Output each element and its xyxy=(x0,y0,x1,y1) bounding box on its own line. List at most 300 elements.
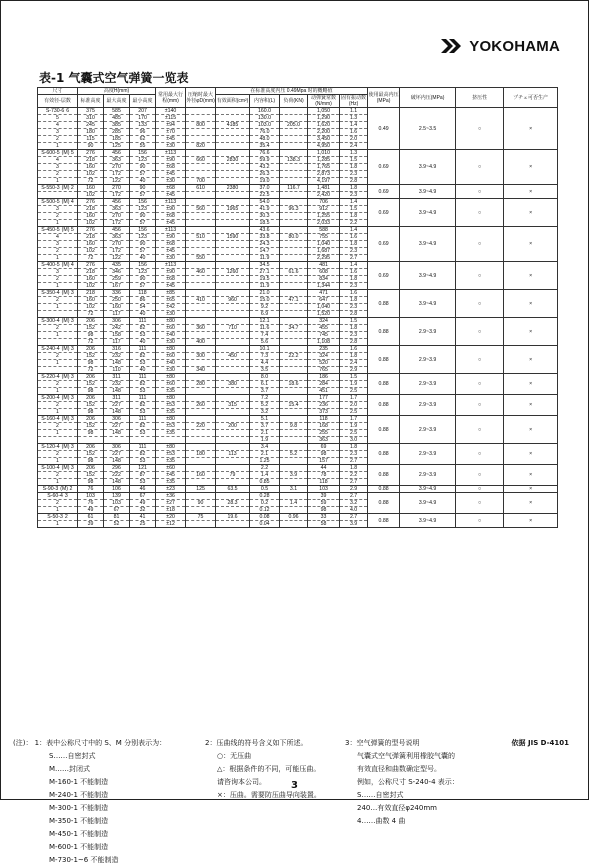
cell-stroke: ±53 xyxy=(156,423,186,430)
cell-max-height: 385 xyxy=(104,122,130,129)
cell-max-dia: 700 xyxy=(186,178,216,185)
cell-stroke: ±85 xyxy=(156,290,186,297)
cell-area xyxy=(216,108,250,115)
cell-std-height: 152 xyxy=(78,402,104,409)
cell-freq: 1.8 xyxy=(340,241,368,248)
hdr-stroke: 常用最大行程(mm) xyxy=(156,88,186,108)
cell-area xyxy=(216,388,250,395)
cell-stroke: ±30 xyxy=(156,178,186,185)
hdr-load: 负荷(KN) xyxy=(280,95,308,108)
cell-max-dia xyxy=(186,276,216,283)
cell-use-pressure: 0.88 xyxy=(368,465,400,486)
cell-spring: 1,040 xyxy=(308,304,340,311)
cell-max-height: 346 xyxy=(104,269,130,276)
cell-max-dia: 90 xyxy=(186,500,216,507)
cell-freq: 2.4 xyxy=(340,143,368,150)
cell-spring: 520 xyxy=(308,360,340,367)
cell-freq: 2.7 xyxy=(340,493,368,500)
cell-spring: 4,950 xyxy=(308,143,340,150)
model-layer: (M) 3 xyxy=(61,395,74,401)
cell-spring: 1,481 xyxy=(308,185,340,192)
cell-burst: 2.9~3.9 xyxy=(400,318,456,346)
cell-min-height: 82 xyxy=(130,451,156,458)
cell-area xyxy=(216,136,250,143)
table-row xyxy=(38,318,558,325)
cell-area: 1965 xyxy=(216,206,250,213)
cell-volume: 0.12 xyxy=(250,507,280,514)
cell-model xyxy=(38,318,78,325)
cell-std-height: 276 xyxy=(78,227,104,234)
cell-use-pressure: 0.88 xyxy=(368,346,400,374)
cell-model: 1 xyxy=(38,388,78,395)
cell-area xyxy=(216,115,250,122)
cell-min-height: 111 xyxy=(130,416,156,423)
model-layer: (M) 2 xyxy=(60,486,73,492)
cell-stroke: ±115 xyxy=(156,115,186,122)
cell-area: 200 xyxy=(216,423,250,430)
cell-model: 1 xyxy=(38,143,78,150)
cell-max-height: 172 xyxy=(104,220,130,227)
cell-model xyxy=(38,150,78,157)
cell-stroke: ±35 xyxy=(156,409,186,416)
cell-min-height: 55 xyxy=(130,143,156,150)
cell-std-height: 98 xyxy=(78,332,104,339)
cell-volume: 2.2 xyxy=(250,465,280,472)
cell-max-height: 296 xyxy=(104,465,130,472)
cell-freq: 2.0 xyxy=(340,402,368,409)
cell-max-dia: 125 xyxy=(186,486,216,493)
cell-std-height: 72 xyxy=(78,367,104,374)
cell-max-height: 227 xyxy=(104,423,130,430)
cell-load xyxy=(280,143,308,150)
note-line: ×：压曲。需要防压曲导向装置。 xyxy=(217,791,321,799)
model-name: S-400-5 xyxy=(41,262,60,268)
table-row xyxy=(38,290,558,297)
cell-model: 1 xyxy=(38,409,78,416)
cell-min-height: 53 xyxy=(130,409,156,416)
cell-area xyxy=(216,220,250,227)
cell-volume: 19.5 xyxy=(250,276,280,283)
cell-load xyxy=(280,262,308,269)
cell-min-height: 156 xyxy=(130,227,156,234)
cell-min-height: 90 xyxy=(130,213,156,220)
cell-durability: ○ xyxy=(456,395,504,416)
cell-max-dia xyxy=(186,374,216,381)
cell-area xyxy=(216,437,250,444)
cell-std-height: 206 xyxy=(78,416,104,423)
cell-min-height: 32 xyxy=(130,507,156,514)
table-row xyxy=(38,374,558,381)
cell-std-height: 72 xyxy=(78,339,104,346)
note-line: 2：压曲线的符号含义如下所述。 xyxy=(205,739,308,747)
cell-spring: 118 xyxy=(308,479,340,486)
cell-area xyxy=(216,430,250,437)
spring-spec-table xyxy=(37,87,558,528)
cell-area xyxy=(216,290,250,297)
cell-max-height: 250 xyxy=(104,297,130,304)
model-layer: (M) 3 xyxy=(61,374,74,380)
cell-max-height: 103 xyxy=(104,500,130,507)
cell-std-height: 72 xyxy=(78,178,104,185)
cell-load: 3.9 xyxy=(280,472,308,479)
cell-model xyxy=(38,374,78,381)
cell-spring: 363 xyxy=(308,437,340,444)
cell-load xyxy=(280,276,308,283)
cell-std-height xyxy=(78,437,104,444)
cell-spring: 157 xyxy=(308,458,340,465)
cell-plug: × xyxy=(504,262,558,290)
model-layer: (M) 2 xyxy=(61,185,74,191)
cell-freq: 1.5 xyxy=(340,374,368,381)
cell-max-height: 270 xyxy=(104,241,130,248)
cell-model xyxy=(38,227,78,234)
cell-area xyxy=(216,458,250,465)
cell-load xyxy=(280,311,308,318)
cell-durability: ○ xyxy=(456,346,504,374)
cell-plug: × xyxy=(504,486,558,493)
cell-spring: 235 xyxy=(308,346,340,353)
cell-model xyxy=(38,437,78,444)
cell-max-dia xyxy=(186,311,216,318)
cell-max-height: 485 xyxy=(104,115,130,122)
cell-max-dia xyxy=(186,318,216,325)
cell-spring: 1,687 xyxy=(308,248,340,255)
note-line: M-450-1 不能制造 xyxy=(49,830,109,838)
cell-durability: ○ xyxy=(456,493,504,514)
cell-area xyxy=(216,311,250,318)
cell-use-pressure: 0.88 xyxy=(368,514,400,528)
cell-max-dia xyxy=(186,395,216,402)
cell-max-dia: 260 xyxy=(186,402,216,409)
cell-min-height: 156 xyxy=(130,262,156,269)
cell-plug: × xyxy=(504,493,558,514)
cell-model xyxy=(38,367,78,374)
note-line: 4……曲数 4 曲 xyxy=(357,817,406,825)
cell-std-height: 152 xyxy=(78,353,104,360)
cell-min-height: 53 xyxy=(130,360,156,367)
cell-area xyxy=(216,416,250,423)
cell-model: 2 xyxy=(38,451,78,458)
cell-volume: 10.1 xyxy=(250,346,280,353)
model-layer: 3 xyxy=(64,493,68,499)
model-name: S-240-4 xyxy=(41,346,60,352)
cell-min-height: 46 xyxy=(130,486,156,493)
cell-model: 5 xyxy=(38,115,78,122)
hdr-min-height: 最小高度 xyxy=(130,95,156,108)
cell-max-height: 185 xyxy=(104,136,130,143)
cell-max-height: 259 xyxy=(104,276,130,283)
cell-stroke: ±30 xyxy=(156,143,186,150)
cell-freq: 1.8 xyxy=(340,444,368,451)
cell-load: 34.7 xyxy=(280,325,308,332)
cell-spring: 33 xyxy=(308,514,340,521)
cell-volume: 160.0 xyxy=(250,108,280,115)
cell-spring: 765 xyxy=(308,367,340,374)
table-row xyxy=(38,416,558,423)
cell-volume: 5.1 xyxy=(250,416,280,423)
cell-stroke: ±45 xyxy=(156,192,186,199)
cell-area xyxy=(216,409,250,416)
cell-area: 113 xyxy=(216,451,250,458)
cell-max-dia xyxy=(186,283,216,290)
cell-std-height: 98 xyxy=(78,430,104,437)
cell-area: 1590 xyxy=(216,234,250,241)
cell-stroke: ±35 xyxy=(156,430,186,437)
cell-std-height: 103 xyxy=(78,493,104,500)
cell-max-dia xyxy=(186,360,216,367)
note-line: M-350-1 不能制造 xyxy=(49,817,109,825)
hdr-durability: 挤压性 xyxy=(456,88,504,108)
cell-freq: 1.3 xyxy=(340,115,368,122)
note-line: 3：空气弹簧的型号说明 xyxy=(345,739,420,747)
cell-spring: 3,450 xyxy=(308,136,340,143)
cell-stroke: ±113 xyxy=(156,227,186,234)
cell-max-dia xyxy=(186,129,216,136)
cell-volume: 37.0 xyxy=(250,185,280,192)
cell-std-height: 160 xyxy=(78,213,104,220)
cell-max-dia xyxy=(186,479,216,486)
cell-std-height: 49 xyxy=(78,507,104,514)
cell-spring: 284 xyxy=(308,381,340,388)
cell-max-dia: 220 xyxy=(186,423,216,430)
cell-max-height: 232 xyxy=(104,353,130,360)
cell-burst: 2.9~3.9 xyxy=(400,374,456,395)
cell-area xyxy=(216,283,250,290)
cell-stroke: ±80 xyxy=(156,346,186,353)
cell-min-height: 82 xyxy=(130,325,156,332)
model-layer: (M) 3 xyxy=(61,416,74,422)
note-line: M-160-1 不能制造 xyxy=(49,778,109,786)
cell-std-height: 102 xyxy=(78,220,104,227)
cell-area xyxy=(216,318,250,325)
cell-area xyxy=(216,241,250,248)
cell-spring: 255 xyxy=(308,430,340,437)
cell-stroke: ±53 xyxy=(156,451,186,458)
cell-durability: ○ xyxy=(456,514,504,528)
cell-model xyxy=(38,486,78,493)
cell-stroke: ±68 xyxy=(156,276,186,283)
cell-volume: 6.9 xyxy=(250,311,280,318)
cell-stroke: ±35 xyxy=(156,458,186,465)
cell-model: 1 xyxy=(38,507,78,514)
cell-durability: ○ xyxy=(456,416,504,444)
cell-model: 2 xyxy=(38,402,78,409)
cell-min-height: 111 xyxy=(130,444,156,451)
cell-min-height: 25 xyxy=(130,521,156,528)
cell-spring: 1,050 xyxy=(308,108,340,115)
cell-freq: 1.6 xyxy=(340,129,368,136)
cell-freq: 1.8 xyxy=(340,213,368,220)
cell-freq: 1.7 xyxy=(340,395,368,402)
cell-max-height: 172 xyxy=(104,171,130,178)
cell-area: 63.5 xyxy=(216,486,250,493)
cell-load xyxy=(280,283,308,290)
cell-burst: 2.9~3.9 xyxy=(400,465,456,486)
cell-volume: 1.25 xyxy=(250,458,280,465)
cell-max-height: 117 xyxy=(104,311,130,318)
cell-std-height: 218 xyxy=(78,157,104,164)
cell-max-height: 148 xyxy=(104,430,130,437)
model-name: S-220-4 xyxy=(41,374,60,380)
hdr-area: 有效面积(cm²) xyxy=(216,95,250,108)
cell-stroke: ±53 xyxy=(156,402,186,409)
cell-load xyxy=(280,192,308,199)
cell-max-dia xyxy=(186,493,216,500)
cell-stroke: ±12 xyxy=(156,521,186,528)
cell-std-height: 152 xyxy=(78,325,104,332)
cell-freq: 1.9 xyxy=(340,423,368,430)
cell-burst: 3.9~4.9 xyxy=(400,486,456,493)
cell-min-height: 53 xyxy=(130,332,156,339)
cell-volume: 7.4 xyxy=(250,332,280,339)
cell-load xyxy=(280,332,308,339)
cell-load xyxy=(280,136,308,143)
cell-burst: 3.9~4.9 xyxy=(400,290,456,318)
cell-durability: ○ xyxy=(456,318,504,346)
cell-freq: 1.8 xyxy=(340,325,368,332)
cell-volume: 33.8 xyxy=(250,234,280,241)
cell-max-dia xyxy=(186,192,216,199)
cell-load xyxy=(280,108,308,115)
cell-spring: 177 xyxy=(308,395,340,402)
cell-burst: 3.9~4.9 xyxy=(400,493,456,514)
model-name: S-100-4 xyxy=(41,465,60,471)
model-name: S-730-6 xyxy=(45,108,65,114)
cell-max-height: 363 xyxy=(104,234,130,241)
cell-spring: 471 xyxy=(308,290,340,297)
note-line: M-240-1 不能制造 xyxy=(49,791,109,799)
cell-max-height: 148 xyxy=(104,388,130,395)
cell-freq: 4.0 xyxy=(340,507,368,514)
cell-plug: × xyxy=(504,395,558,416)
cell-durability: ○ xyxy=(456,108,504,150)
cell-max-height: 52 xyxy=(104,521,130,528)
cell-load xyxy=(280,395,308,402)
cell-volume: 43.6 xyxy=(250,227,280,234)
cell-volume: 9.2 xyxy=(250,304,280,311)
cell-std-height: 206 xyxy=(78,374,104,381)
cell-load xyxy=(280,458,308,465)
cell-spring: 324 xyxy=(308,318,340,325)
cell-std-height: 72 xyxy=(78,311,104,318)
cell-stroke: ±80 xyxy=(156,374,186,381)
cell-volume: 30.3 xyxy=(250,213,280,220)
cell-freq: 2.7 xyxy=(340,514,368,521)
cell-freq: 2.3 xyxy=(340,304,368,311)
cell-max-dia xyxy=(186,115,216,122)
cell-std-height: 98 xyxy=(78,479,104,486)
cell-area xyxy=(216,143,250,150)
cell-std-height: 98 xyxy=(78,388,104,395)
cell-model: 1 xyxy=(38,430,78,437)
cell-plug: × xyxy=(504,416,558,444)
cell-stroke: ±27 xyxy=(156,500,186,507)
cell-model: 2 xyxy=(38,472,78,479)
table-row xyxy=(38,150,558,157)
cell-use-pressure: 0.69 xyxy=(368,150,400,185)
cell-freq: 2.8 xyxy=(340,311,368,318)
cell-std-height: 218 xyxy=(78,290,104,297)
cell-model xyxy=(38,262,78,269)
note-line: 气囊式空气弹簧利用橡胶气囊的 xyxy=(357,752,455,760)
cell-max-height: 232 xyxy=(104,381,130,388)
cell-max-height: 336 xyxy=(104,290,130,297)
cell-use-pressure: 0.49 xyxy=(368,108,400,150)
cell-max-dia: 510 xyxy=(186,234,216,241)
cell-volume: 1.9 xyxy=(250,437,280,444)
cell-area: 380 xyxy=(216,381,250,388)
hdr-pressure-cond: 在标准高度内压 0.49Mpa 时的概略值 xyxy=(216,88,368,95)
cell-area xyxy=(216,227,250,234)
cell-spring: 2,295 xyxy=(308,255,340,262)
cell-load xyxy=(280,430,308,437)
cell-max-height: 122 xyxy=(104,178,130,185)
cell-volume: 12.1 xyxy=(250,318,280,325)
cell-max-dia xyxy=(186,507,216,514)
cell-min-height: 111 xyxy=(130,374,156,381)
cell-area xyxy=(216,479,250,486)
cell-std-height: 76 xyxy=(78,486,104,493)
cell-spring: 168 xyxy=(308,423,340,430)
cell-load xyxy=(280,304,308,311)
cell-min-height: 57 xyxy=(130,171,156,178)
cell-volume: 11.9 xyxy=(250,255,280,262)
cell-max-dia xyxy=(186,199,216,206)
cell-stroke: ±45 xyxy=(156,136,186,143)
cell-volume: 3.7 xyxy=(250,388,280,395)
cell-burst: 3.9~4.9 xyxy=(400,262,456,290)
cell-volume: 14.7 xyxy=(250,248,280,255)
cell-load xyxy=(280,150,308,157)
cell-freq: 3.2 xyxy=(340,500,368,507)
cell-area: 2380 xyxy=(216,185,250,192)
hdr-burst: 破坏内压(MPa) xyxy=(400,88,456,108)
cell-max-height: 306 xyxy=(104,416,130,423)
cell-max-dia: 410 xyxy=(186,297,216,304)
cell-use-pressure: 0.69 xyxy=(368,227,400,262)
cell-volume: 3.4 xyxy=(250,444,280,451)
note-line: 有效直径和曲数确定型号。 xyxy=(357,765,441,773)
cell-spring: 588 xyxy=(308,227,340,234)
cell-volume: 19.0 xyxy=(250,178,280,185)
cell-spring: 4,197 xyxy=(308,178,340,185)
cell-area xyxy=(216,465,250,472)
cell-std-height: 76 xyxy=(78,500,104,507)
cell-max-dia xyxy=(186,346,216,353)
cell-freq: 2.3 xyxy=(340,171,368,178)
cell-volume: 0.5 xyxy=(250,486,280,493)
cell-spring: 647 xyxy=(308,297,340,304)
cell-min-height: 82 xyxy=(130,353,156,360)
cell-stroke: ±42 xyxy=(156,304,186,311)
cell-model xyxy=(38,493,78,500)
cell-spring: 69 xyxy=(308,444,340,451)
cell-spring: 44 xyxy=(308,465,340,472)
cell-load: 1.4 xyxy=(280,500,308,507)
cell-min-height xyxy=(130,437,156,444)
cell-min-height: 123 xyxy=(130,206,156,213)
cell-max-dia xyxy=(186,136,216,143)
cell-model: 2 xyxy=(38,171,78,178)
cell-std-height: 152 xyxy=(78,423,104,430)
cell-freq: 2.2 xyxy=(340,472,368,479)
cell-area xyxy=(216,164,250,171)
cell-load: 15.4 xyxy=(280,402,308,409)
cell-max-dia: 560 xyxy=(186,206,216,213)
cell-max-dia: 550 xyxy=(186,255,216,262)
cell-max-dia xyxy=(186,458,216,465)
cell-model: 2 xyxy=(38,325,78,332)
